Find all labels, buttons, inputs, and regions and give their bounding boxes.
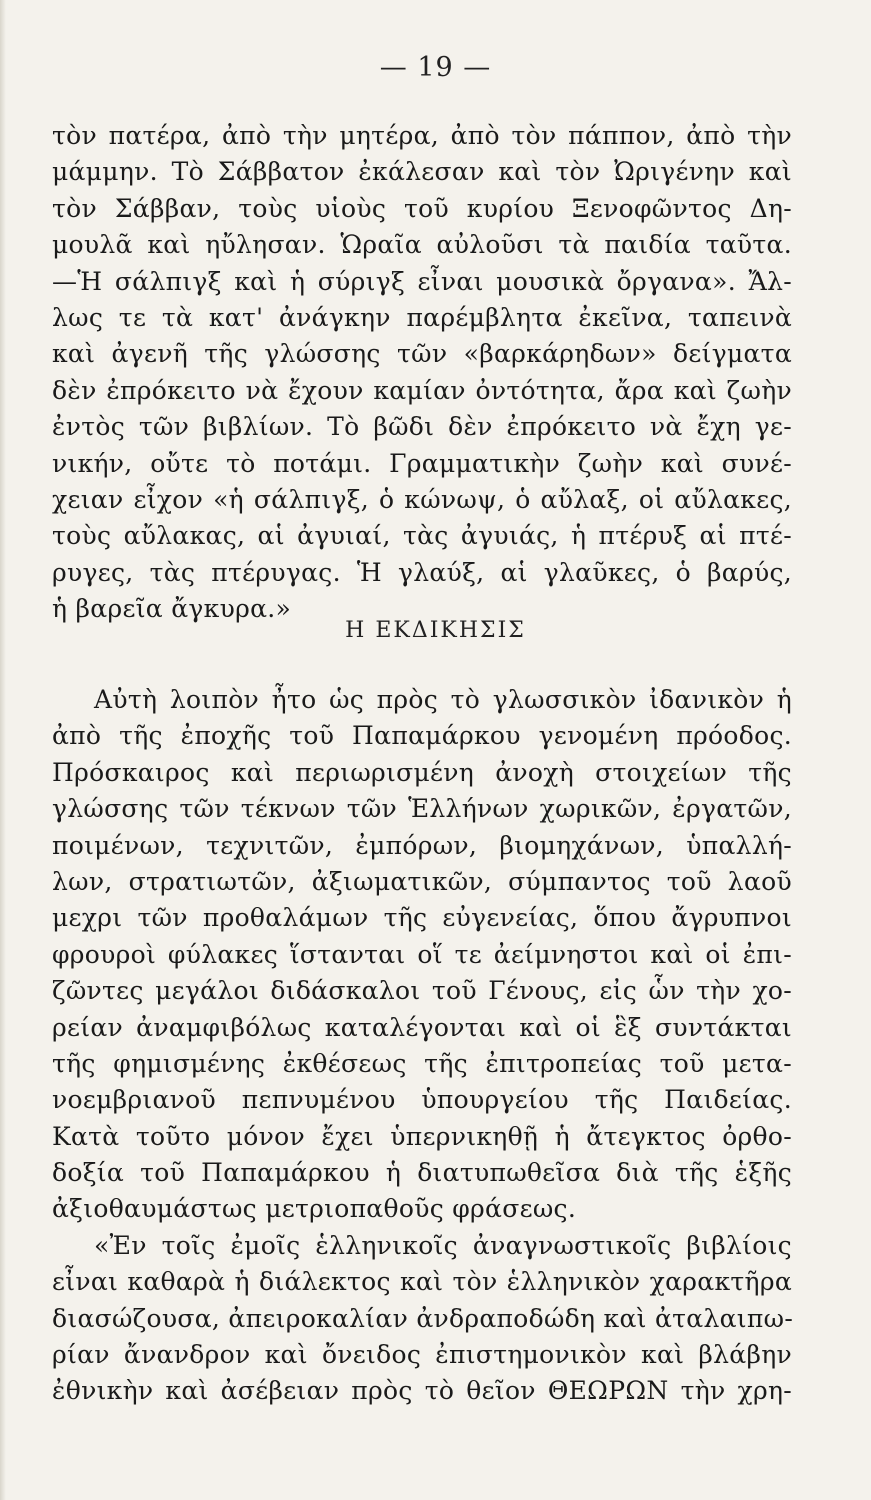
text-line: νοεμβριανοῦ πεπνυμένου ὑπουργείου τῆς Παιδείας. bbox=[52, 1085, 792, 1115]
text-line: Πρόσκαιρος καὶ περιωρισμένη ἀνοχὴ στοιχείων τῆς bbox=[52, 757, 792, 787]
text-line: Κατὰ τοῦτο μόνον ἔχει ὑπερνικηθῇ ἡ ἄτεγκτος ὀρθο- bbox=[52, 1121, 792, 1151]
text-line: «Ἐν τοῖς ἐμοῖς ἑλληνικοῖς ἀναγνωστικοῖς βιβλίοις bbox=[94, 1230, 792, 1260]
text-line: μάμμην. Τὸ Σάββατον ἐκάλεσαν καὶ τὸν Ὠριγένην καὶ bbox=[52, 157, 792, 187]
text-line: ἀπὸ τῆς ἐποχῆς τοῦ Παπαμάρκου γενομένη πρόοδος. bbox=[52, 721, 792, 751]
text-line: ἐθνικὴν καὶ ἀσέβειαν πρὸς τὸ θεῖον ΘΕΩΡΩΝ τὴν χρη- bbox=[52, 1376, 792, 1406]
page-binding-edge bbox=[0, 0, 6, 1500]
text-line: —Ἡ σάλπιγξ καὶ ἡ σύριγξ εἶναι μουσικὰ ὄργανα». Ἄλ- bbox=[52, 266, 792, 296]
text-line: τοὺς αὔλακας, αἱ ἀγυιαί, τὰς ἀγυιάς, ἡ πτέρυξ αἱ πτέ- bbox=[52, 521, 792, 551]
text-line: διασώζουσα, ἀπειροκαλίαν ἀνδραποδώδη καὶ ἀταλαιπω- bbox=[52, 1303, 794, 1333]
text-line: ἡ βαρεῖα ἄγκυρα.» bbox=[52, 594, 292, 624]
text-line: νικήν, οὔτε τὸ ποτάμι. Γραμματικὴν ζωὴν καὶ συνέ- bbox=[52, 448, 792, 478]
text-line: Αὐτὴ λοιπὸν ἦτο ὡς πρὸς τὸ γλωσσικὸν ἰδανικὸν ἡ bbox=[94, 685, 792, 714]
text-line: λων, στρατιωτῶν, ἀξιωματικῶν, σύμπαντος τοῦ λαοῦ bbox=[52, 866, 792, 896]
text-line: φρουροὶ φύλακες ἵστανται οἵ τε ἀείμνηστοι καὶ οἱ ἐπι- bbox=[52, 939, 792, 969]
text-line: ζῶντες μεγάλοι διδάσκαλοι τοῦ Γένους, εἰς ὧν τὴν χο- bbox=[52, 976, 792, 1006]
paragraph-1 bbox=[52, 118, 792, 627]
text-line: ἀξιοθαυμάστως μετριοπαθοῦς φράσεως. bbox=[52, 1194, 577, 1224]
text-line: τὸν πατέρα, ἀπὸ τὴν μητέρα, ἀπὸ τὸν πάππον, ἀπὸ τὴν bbox=[52, 121, 792, 150]
page-number: — 19 — bbox=[379, 52, 492, 83]
text-line: γλώσσης τῶν τέκνων τῶν Ἑλλήνων χωρικῶν, ἐργατῶν, bbox=[52, 794, 792, 824]
section-heading: Η ΕΚΔΙΚΗΣΙΣ bbox=[345, 618, 526, 643]
text-line: τῆς φημισμένης ἐκθέσεως τῆς ἐπιτροπείας τοῦ μετα- bbox=[52, 1048, 792, 1078]
text-line: λως τε τὰ κατ' ἀνάγκην παρέμβλητα ἐκεῖνα, ταπεινὰ bbox=[52, 302, 792, 332]
text-line: ρυγες, τὰς πτέρυγας. Ἡ γλαύξ, αἱ γλαῦκες, ὁ βαρύς, bbox=[52, 557, 792, 587]
text-line: δοξία τοῦ Παπαμάρκου ἡ διατυπωθεῖσα διὰ τῆς ἑξῆς bbox=[52, 1158, 792, 1188]
text-line: ρείαν ἀναμφιβόλως καταλέγονται καὶ οἱ ἓξ συντάκται bbox=[52, 1012, 792, 1042]
text-line: μεχρι τῶν προθαλάμων τῆς εὐγενείας, ὅπου ἄγρυπνοι bbox=[52, 903, 792, 933]
text-line: μουλᾶ καὶ ηὔλησαν. Ὡραῖα αὐλοῦσι τὰ παιδία ταῦτα. bbox=[52, 230, 792, 260]
text-line: ρίαν ἄνανδρον καὶ ὄνειδος ἐπιστημονικὸν καὶ βλάβην bbox=[52, 1340, 792, 1370]
paragraph-2 bbox=[52, 682, 792, 1410]
text-line: ἐντὸς τῶν βιβλίων. Τὸ βῶδι δὲν ἐπρόκειτο νὰ ἔχη γε- bbox=[52, 412, 792, 442]
text-line: εἶναι καθαρὰ ἡ διάλεκτος καὶ τὸν ἑλληνικὸν χαρακτῆρα bbox=[52, 1267, 792, 1297]
text-line: καὶ ἀγενῆ τῆς γλώσσης τῶν «βαρκάρηδων» δείγματα bbox=[52, 339, 792, 369]
text-line: χειαν εἶχον «ἡ σάλπιγξ, ὁ κώνωψ, ὁ αὔλαξ, οἱ αὔλακες, bbox=[52, 484, 792, 514]
text-line: τὸν Σάββαν, τοὺς υἱοὺς τοῦ κυρίου Ξενοφῶντος Δη- bbox=[52, 193, 792, 223]
text-line: ποιμένων, τεχνιτῶν, ἐμπόρων, βιομηχάνων, ὑπαλλή- bbox=[52, 830, 792, 860]
text-line: δὲν ἐπρόκειτο νὰ ἔχουν καμίαν ὀντότητα, ἄρα καὶ ζωὴν bbox=[52, 375, 792, 405]
